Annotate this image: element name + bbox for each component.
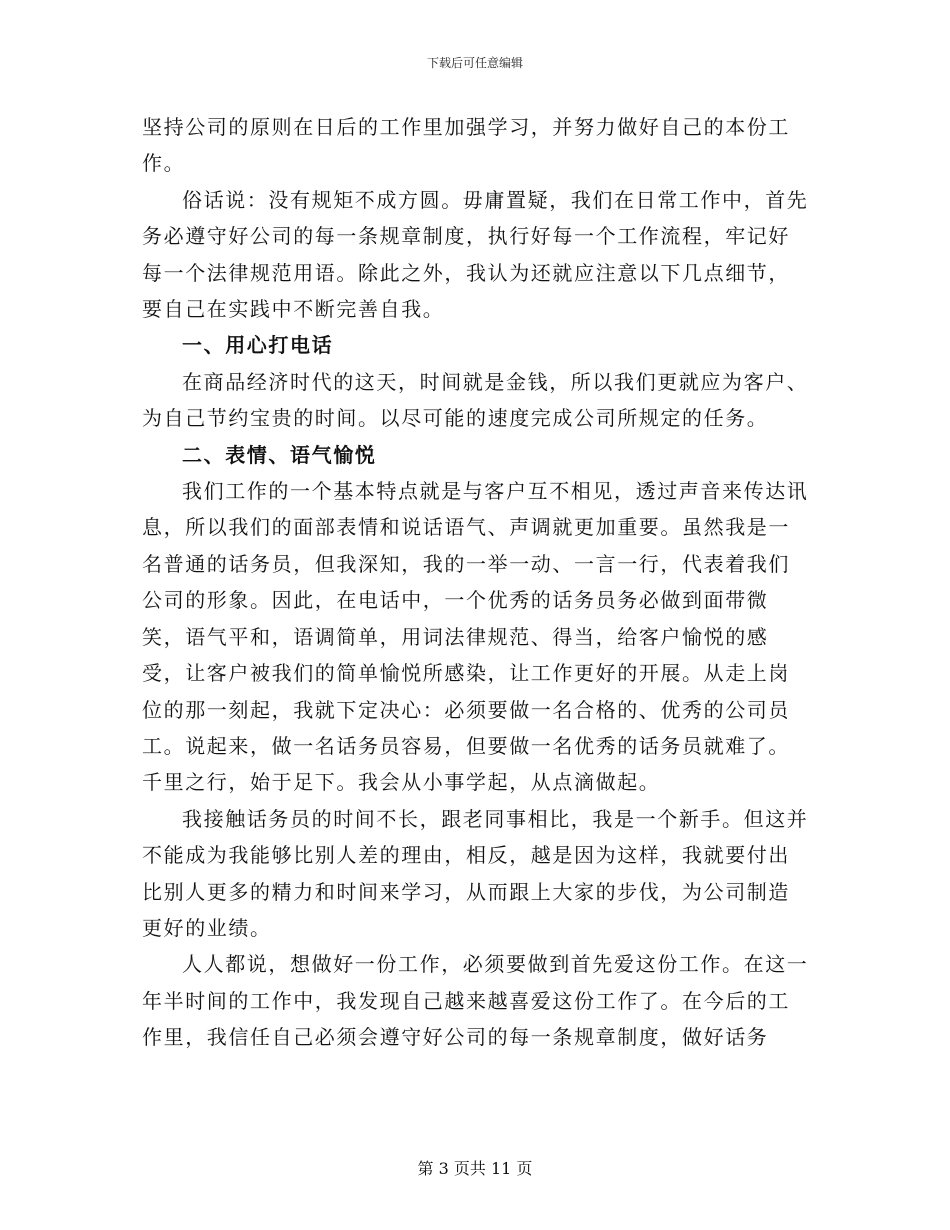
document-body	[142, 109, 810, 1056]
paragraph-voice: 我们工作的一个基本特点就是与客户互不相见，透过声音来传达讯息，所以我们的面部表情和说话语气、声调就更加重要。虽然我是一名普通的话务员，但我深知，我的一举一动、一言一行，代表着我们公司的形象。因此，在电话中，一个优秀的话务员务必做到面带微笑，语气平和，语调简单，用词法律规范、得当，给客户愉悦的感受，让客户被我们的简单愉悦所感染，让工作更好的开展。从走上岗位的那一刻起，我就下定决心：必须要做一名合格的、优秀的公司员工。说起来，做一名话务员容易，但要做一名优秀的话务员就难了。千里之行，始于足下。我会从小事学起，从点滴做起。	[142, 479, 809, 795]
paragraph-continuation: 坚持公司的原则在日后的工作里加强学习，并努力做好自己的本份工作。	[142, 115, 790, 176]
section-heading-phone: 一、用心打电话	[182, 333, 334, 358]
page-footer: 第 3 页共 11 页	[417, 1159, 533, 1178]
paragraph-time: 在商品经济时代的这天，时间就是金钱，所以我们更就应为客户、为自己节约宝贵的时间。以尽可能的速度完成公司所规定的任务。	[142, 369, 809, 431]
paragraph-love-work: 人人都说，想做好一份工作，必须要做到首先爱这份工作。在这一年半时间的工作中，我发现自己越来越喜爱这份工作了。在今后的工作里，我信任自己必须会遵守好公司的每一条规章制度，做好话务	[142, 952, 809, 1050]
page-header: 下载后可任意编辑	[426, 56, 523, 70]
paragraph-rules: 俗话说：没有规矩不成方圆。毋庸置疑，我们在日常工作中，首先务必遵守好公司的每一条规章制度，执行好每一个工作流程，牢记好每一个法律规范用语。除此之外，我认为还就应注意以下几点细节，要自己在实践中不断完善自我。	[142, 187, 809, 322]
section-heading-expression: 二、表情、语气愉悦	[182, 442, 377, 467]
paragraph-newcomer: 我接触话务员的时间不长，跟老同事相比，我是一个新手。但这并不能成为我能够比别人差的理由，相反，越是因为这样，我就要付出比别人更多的精力和时间来学习，从而跟上大家的步伐，为公司制造更好的业绩。	[142, 806, 809, 940]
